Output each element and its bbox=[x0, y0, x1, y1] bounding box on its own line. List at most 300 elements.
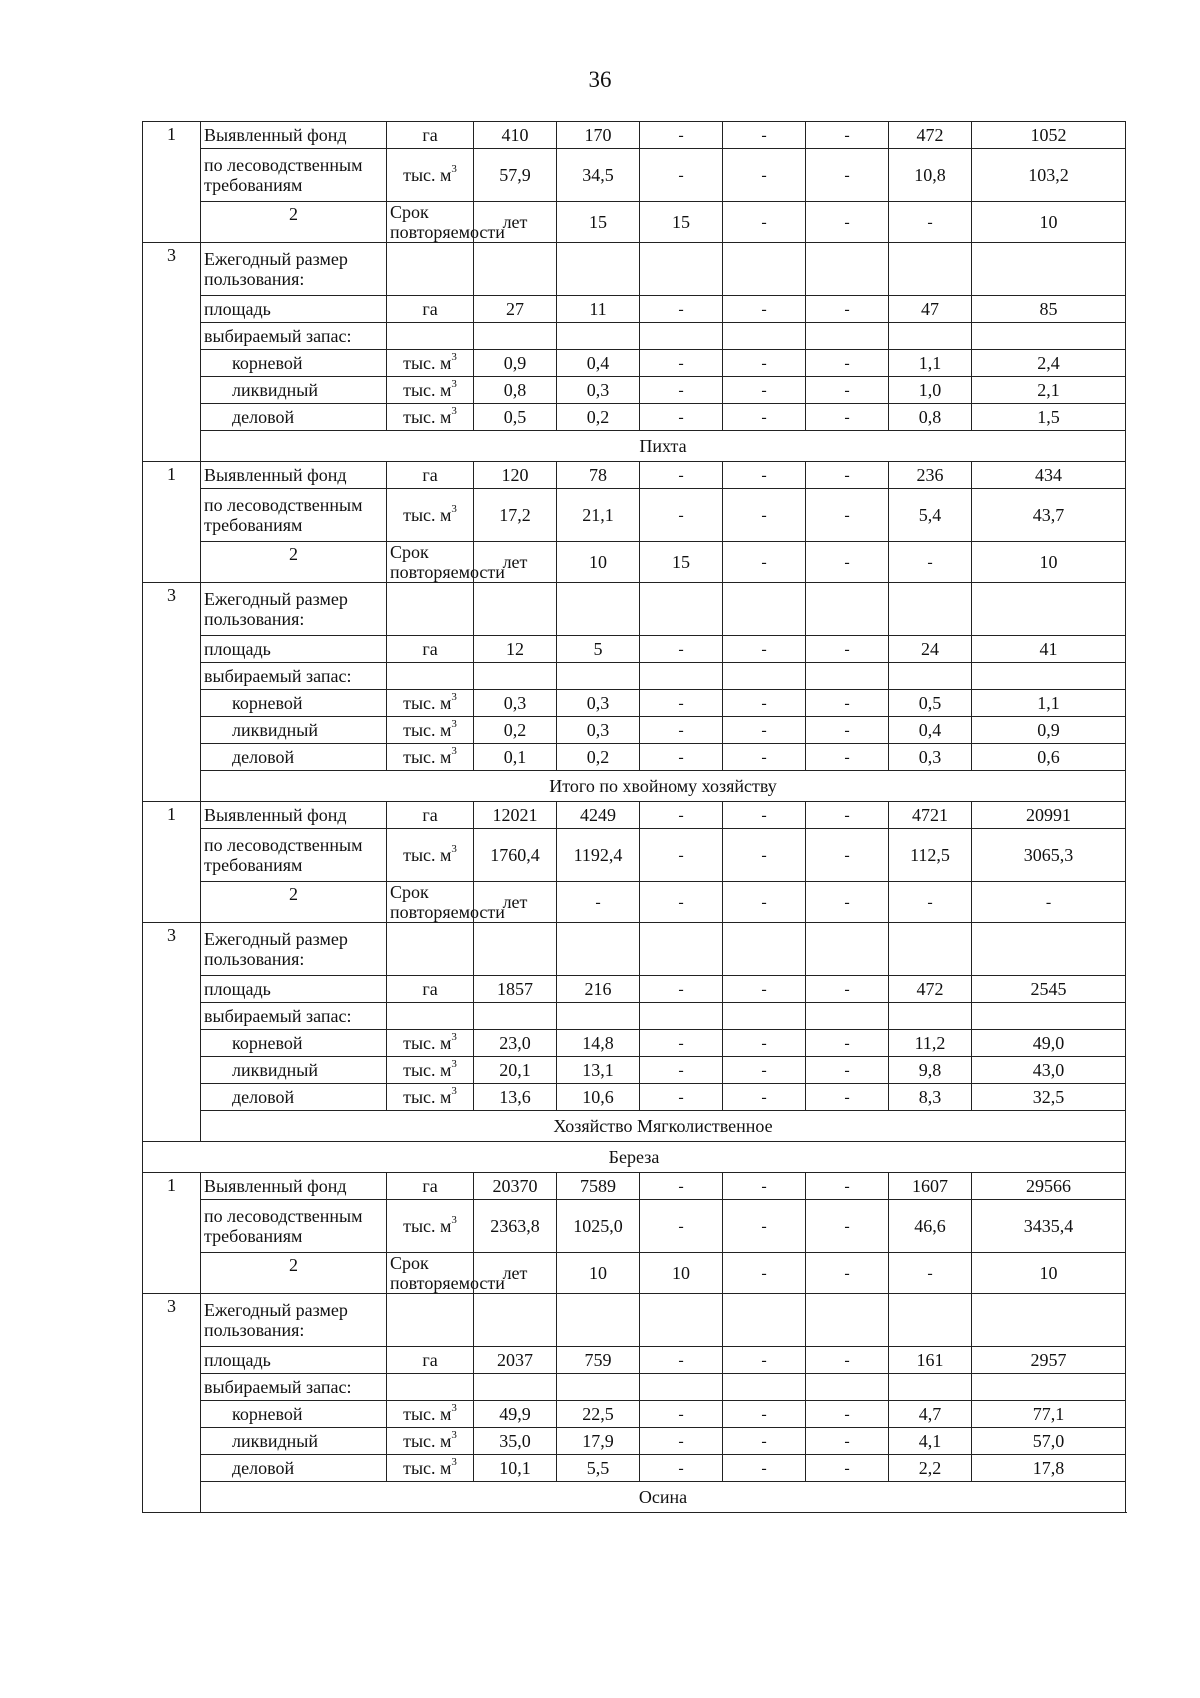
section-heading-row bbox=[143, 771, 1126, 802]
value-cell: 1052 bbox=[972, 122, 1126, 149]
row-number: 3 bbox=[143, 583, 201, 802]
unit-exponent: 3 bbox=[451, 503, 457, 515]
indicator-name: выбираемый запас: bbox=[201, 1374, 387, 1401]
table-row bbox=[143, 744, 1126, 771]
value-cell: 120 bbox=[474, 462, 557, 489]
value-cell bbox=[723, 663, 806, 690]
value-cell: 112,5 bbox=[889, 829, 972, 882]
unit-base: тыс. м bbox=[403, 1404, 452, 1424]
value-cell bbox=[723, 1374, 806, 1401]
value-cell: 77,1 bbox=[972, 1401, 1126, 1428]
value-cell: 57,0 bbox=[972, 1428, 1126, 1455]
value-cell: 0,1 bbox=[474, 744, 557, 771]
table-row bbox=[143, 1347, 1126, 1374]
table-row bbox=[143, 583, 1126, 636]
unit-cell: га bbox=[387, 1347, 474, 1374]
value-cell: 103,2 bbox=[972, 149, 1126, 202]
value-cell: 43,7 bbox=[972, 489, 1126, 542]
table-row bbox=[143, 542, 1126, 583]
value-cell: - bbox=[723, 377, 806, 404]
table-row bbox=[143, 1057, 1126, 1084]
value-cell: 23,0 bbox=[474, 1030, 557, 1057]
unit-exponent: 3 bbox=[451, 163, 457, 175]
value-cell: - bbox=[723, 1173, 806, 1200]
unit-cell bbox=[387, 1030, 474, 1057]
indicator-name: деловой bbox=[201, 1084, 387, 1111]
value-cell: - bbox=[640, 489, 723, 542]
value-cell: 410 bbox=[474, 122, 557, 149]
value-cell: 2545 bbox=[972, 976, 1126, 1003]
unit-exponent: 3 bbox=[451, 378, 457, 390]
value-cell bbox=[972, 1003, 1126, 1030]
value-cell: - bbox=[806, 690, 889, 717]
row-number: 2 bbox=[201, 202, 387, 243]
row-number: 1 bbox=[143, 802, 201, 923]
value-cell: 8,3 bbox=[889, 1084, 972, 1111]
table-row bbox=[143, 976, 1126, 1003]
value-cell bbox=[889, 583, 972, 636]
value-cell: - bbox=[972, 882, 1126, 923]
value-cell: 10 bbox=[972, 202, 1126, 243]
value-cell: 434 bbox=[972, 462, 1126, 489]
unit-cell bbox=[387, 1455, 474, 1482]
value-cell: 10 bbox=[972, 1253, 1126, 1294]
section-heading-row bbox=[143, 431, 1126, 462]
value-cell: - bbox=[806, 1057, 889, 1084]
indicator-name: ликвидный bbox=[201, 1428, 387, 1455]
indicator-name: выбираемый запас: bbox=[201, 1003, 387, 1030]
value-cell bbox=[972, 583, 1126, 636]
value-cell: 10,1 bbox=[474, 1455, 557, 1482]
section-heading-row bbox=[143, 1111, 1126, 1142]
value-cell: 34,5 bbox=[557, 149, 640, 202]
value-cell: 17,8 bbox=[972, 1455, 1126, 1482]
unit-cell bbox=[387, 377, 474, 404]
value-cell: - bbox=[640, 1455, 723, 1482]
value-cell bbox=[640, 1294, 723, 1347]
value-cell: - bbox=[723, 1401, 806, 1428]
value-cell: 0,4 bbox=[557, 350, 640, 377]
table-row bbox=[143, 404, 1126, 431]
unit-base: тыс. м bbox=[403, 380, 452, 400]
unit-cell bbox=[387, 350, 474, 377]
value-cell: 13,1 bbox=[557, 1057, 640, 1084]
table-row bbox=[143, 1173, 1126, 1200]
table-row bbox=[143, 663, 1126, 690]
value-cell: 4721 bbox=[889, 802, 972, 829]
value-cell: 11,2 bbox=[889, 1030, 972, 1057]
value-cell bbox=[474, 243, 557, 296]
unit-exponent: 3 bbox=[451, 1058, 457, 1070]
unit-exponent: 3 bbox=[451, 1402, 457, 1414]
unit-exponent: 3 bbox=[451, 718, 457, 730]
value-cell: 5,4 bbox=[889, 489, 972, 542]
value-cell: 21,1 bbox=[557, 489, 640, 542]
value-cell: 1,1 bbox=[972, 690, 1126, 717]
value-cell: - bbox=[640, 1200, 723, 1253]
unit-base: тыс. м bbox=[403, 845, 452, 865]
indicator-name: корневой bbox=[201, 1030, 387, 1057]
value-cell: 1,5 bbox=[972, 404, 1126, 431]
table-row bbox=[143, 243, 1126, 296]
unit-cell bbox=[387, 717, 474, 744]
indicator-name: Выявленный фонд bbox=[201, 1173, 387, 1200]
value-cell bbox=[474, 923, 557, 976]
value-cell: 1,0 bbox=[889, 377, 972, 404]
value-cell: 4249 bbox=[557, 802, 640, 829]
value-cell: 472 bbox=[889, 122, 972, 149]
value-cell bbox=[474, 1374, 557, 1401]
table-row bbox=[143, 802, 1126, 829]
unit-cell bbox=[387, 583, 474, 636]
value-cell: - bbox=[640, 717, 723, 744]
value-cell: - bbox=[806, 1253, 889, 1294]
section-heading: Итого по хвойному хозяйству bbox=[201, 771, 1126, 802]
value-cell: 2,2 bbox=[889, 1455, 972, 1482]
section-heading-row bbox=[143, 1482, 1126, 1513]
unit-cell bbox=[387, 1401, 474, 1428]
value-cell: 3435,4 bbox=[972, 1200, 1126, 1253]
value-cell: 1,1 bbox=[889, 350, 972, 377]
value-cell: - bbox=[723, 1347, 806, 1374]
table-row bbox=[143, 717, 1126, 744]
value-cell: 15 bbox=[640, 202, 723, 243]
value-cell: - bbox=[640, 1084, 723, 1111]
value-cell: - bbox=[806, 1428, 889, 1455]
value-cell: - bbox=[889, 1253, 972, 1294]
value-cell: - bbox=[806, 1173, 889, 1200]
value-cell bbox=[889, 1374, 972, 1401]
value-cell: 4,1 bbox=[889, 1428, 972, 1455]
unit-exponent: 3 bbox=[451, 351, 457, 363]
unit-cell: лет bbox=[474, 202, 557, 243]
value-cell: - bbox=[640, 1428, 723, 1455]
value-cell: 24 bbox=[889, 636, 972, 663]
value-cell bbox=[474, 583, 557, 636]
value-cell: - bbox=[723, 404, 806, 431]
value-cell bbox=[972, 663, 1126, 690]
table-row bbox=[143, 122, 1126, 149]
value-cell: - bbox=[806, 202, 889, 243]
table-row bbox=[143, 1455, 1126, 1482]
unit-base: тыс. м bbox=[403, 505, 452, 525]
value-cell: - bbox=[806, 976, 889, 1003]
value-cell: - bbox=[723, 202, 806, 243]
unit-base: тыс. м bbox=[403, 693, 452, 713]
indicator-name: Срок повторяемости bbox=[387, 1253, 474, 1294]
value-cell: - bbox=[806, 882, 889, 923]
indicator-name: выбираемый запас: bbox=[201, 323, 387, 350]
value-cell: 27 bbox=[474, 296, 557, 323]
row-number: 1 bbox=[143, 462, 201, 583]
indicator-name: Выявленный фонд bbox=[201, 122, 387, 149]
value-cell bbox=[557, 1294, 640, 1347]
value-cell: - bbox=[640, 1057, 723, 1084]
value-cell: 11 bbox=[557, 296, 640, 323]
table-row bbox=[143, 1030, 1126, 1057]
unit-cell bbox=[387, 149, 474, 202]
value-cell: - bbox=[640, 149, 723, 202]
value-cell bbox=[557, 323, 640, 350]
table-row bbox=[143, 350, 1126, 377]
unit-cell bbox=[387, 489, 474, 542]
value-cell: - bbox=[806, 1347, 889, 1374]
value-cell: - bbox=[640, 1173, 723, 1200]
value-cell: 9,8 bbox=[889, 1057, 972, 1084]
indicator-name: ликвидный bbox=[201, 1057, 387, 1084]
value-cell: 12021 bbox=[474, 802, 557, 829]
value-cell: - bbox=[640, 744, 723, 771]
value-cell: 0,3 bbox=[557, 690, 640, 717]
unit-exponent: 3 bbox=[451, 843, 457, 855]
value-cell bbox=[972, 923, 1126, 976]
value-cell: 10 bbox=[972, 542, 1126, 583]
value-cell: - bbox=[640, 122, 723, 149]
row-number: 3 bbox=[143, 243, 201, 462]
value-cell: - bbox=[723, 122, 806, 149]
value-cell: 5,5 bbox=[557, 1455, 640, 1482]
table-row bbox=[143, 1294, 1126, 1347]
value-cell: - bbox=[806, 717, 889, 744]
value-cell: - bbox=[723, 1455, 806, 1482]
value-cell: - bbox=[723, 542, 806, 583]
value-cell bbox=[723, 923, 806, 976]
unit-cell bbox=[387, 663, 474, 690]
row-number: 2 bbox=[201, 882, 387, 923]
value-cell bbox=[640, 583, 723, 636]
value-cell bbox=[806, 583, 889, 636]
indicator-name: по лесоводственным требованиям bbox=[201, 149, 387, 202]
unit-cell bbox=[387, 744, 474, 771]
unit-cell bbox=[387, 829, 474, 882]
value-cell: - bbox=[806, 636, 889, 663]
value-cell: - bbox=[723, 489, 806, 542]
row-number: 1 bbox=[143, 1173, 201, 1294]
value-cell: 2,1 bbox=[972, 377, 1126, 404]
table-row bbox=[143, 377, 1126, 404]
value-cell: - bbox=[806, 462, 889, 489]
value-cell: - bbox=[723, 350, 806, 377]
table-row bbox=[143, 296, 1126, 323]
value-cell bbox=[806, 663, 889, 690]
unit-base: тыс. м bbox=[403, 165, 452, 185]
value-cell: - bbox=[806, 1200, 889, 1253]
value-cell: - bbox=[806, 1455, 889, 1482]
value-cell bbox=[474, 1294, 557, 1347]
indicator-name: выбираемый запас: bbox=[201, 663, 387, 690]
value-cell: 0,4 bbox=[889, 717, 972, 744]
unit-exponent: 3 bbox=[451, 1031, 457, 1043]
value-cell: - bbox=[640, 1401, 723, 1428]
value-cell: - bbox=[640, 1030, 723, 1057]
unit-cell bbox=[387, 1294, 474, 1347]
value-cell bbox=[723, 1294, 806, 1347]
value-cell bbox=[474, 1003, 557, 1030]
value-cell: - bbox=[723, 976, 806, 1003]
indicator-name: по лесоводственным требованиям bbox=[201, 489, 387, 542]
table-row bbox=[143, 1003, 1126, 1030]
unit-exponent: 3 bbox=[451, 745, 457, 757]
unit-cell: га bbox=[387, 296, 474, 323]
value-cell bbox=[972, 243, 1126, 296]
value-cell bbox=[889, 323, 972, 350]
table-row bbox=[143, 489, 1126, 542]
indicator-name: Срок повторяемости bbox=[387, 202, 474, 243]
value-cell: 85 bbox=[972, 296, 1126, 323]
unit-base: тыс. м bbox=[403, 1216, 452, 1236]
unit-cell bbox=[387, 404, 474, 431]
table-row bbox=[143, 636, 1126, 663]
value-cell: 49,9 bbox=[474, 1401, 557, 1428]
value-cell: 236 bbox=[889, 462, 972, 489]
unit-cell: га bbox=[387, 122, 474, 149]
value-cell: - bbox=[640, 462, 723, 489]
value-cell: - bbox=[723, 462, 806, 489]
unit-base: тыс. м bbox=[403, 353, 452, 373]
indicator-name: по лесоводственным требованиям bbox=[201, 829, 387, 882]
value-cell bbox=[889, 923, 972, 976]
value-cell: - bbox=[723, 149, 806, 202]
value-cell bbox=[557, 1374, 640, 1401]
value-cell: - bbox=[640, 296, 723, 323]
value-cell: - bbox=[640, 1347, 723, 1374]
unit-cell: га bbox=[387, 462, 474, 489]
value-cell: 472 bbox=[889, 976, 972, 1003]
value-cell: 2957 bbox=[972, 1347, 1126, 1374]
value-cell: - bbox=[806, 1084, 889, 1111]
value-cell: - bbox=[557, 882, 640, 923]
forest-use-table bbox=[142, 121, 1126, 1513]
value-cell: - bbox=[640, 377, 723, 404]
unit-cell: лет bbox=[474, 882, 557, 923]
value-cell: 0,3 bbox=[474, 690, 557, 717]
value-cell: - bbox=[723, 829, 806, 882]
value-cell bbox=[806, 923, 889, 976]
value-cell bbox=[723, 323, 806, 350]
value-cell: - bbox=[723, 882, 806, 923]
value-cell: 32,5 bbox=[972, 1084, 1126, 1111]
value-cell: - bbox=[640, 690, 723, 717]
unit-base: тыс. м bbox=[403, 1087, 452, 1107]
value-cell: - bbox=[723, 1200, 806, 1253]
page-number: 36 bbox=[588, 67, 612, 92]
unit-cell bbox=[387, 1003, 474, 1030]
value-cell: - bbox=[723, 1057, 806, 1084]
value-cell: - bbox=[723, 1428, 806, 1455]
value-cell: 15 bbox=[640, 542, 723, 583]
value-cell: 4,7 bbox=[889, 1401, 972, 1428]
value-cell: 0,5 bbox=[474, 404, 557, 431]
table-row bbox=[143, 690, 1126, 717]
value-cell bbox=[889, 1003, 972, 1030]
value-cell: - bbox=[640, 829, 723, 882]
value-cell: 0,2 bbox=[557, 404, 640, 431]
value-cell: 3065,3 bbox=[972, 829, 1126, 882]
value-cell: - bbox=[723, 1030, 806, 1057]
indicator-name: деловой bbox=[201, 404, 387, 431]
value-cell: 14,8 bbox=[557, 1030, 640, 1057]
value-cell: 47 bbox=[889, 296, 972, 323]
value-cell bbox=[972, 1374, 1126, 1401]
value-cell: 2037 bbox=[474, 1347, 557, 1374]
value-cell: - bbox=[806, 350, 889, 377]
indicator-name: Ежегодный размер пользования: bbox=[201, 1294, 387, 1347]
value-cell: - bbox=[806, 802, 889, 829]
unit-exponent: 3 bbox=[451, 1429, 457, 1441]
unit-base: тыс. м bbox=[403, 1060, 452, 1080]
value-cell: 161 bbox=[889, 1347, 972, 1374]
unit-cell: га bbox=[387, 636, 474, 663]
unit-cell bbox=[387, 1428, 474, 1455]
value-cell bbox=[474, 323, 557, 350]
value-cell: 49,0 bbox=[972, 1030, 1126, 1057]
value-cell: 15 bbox=[557, 202, 640, 243]
table-row bbox=[143, 149, 1126, 202]
value-cell bbox=[640, 923, 723, 976]
value-cell: 10 bbox=[557, 542, 640, 583]
value-cell: 759 bbox=[557, 1347, 640, 1374]
indicator-name: ликвидный bbox=[201, 717, 387, 744]
value-cell: 78 bbox=[557, 462, 640, 489]
value-cell bbox=[889, 663, 972, 690]
value-cell: 1607 bbox=[889, 1173, 972, 1200]
indicator-name: Выявленный фонд bbox=[201, 462, 387, 489]
indicator-name: по лесоводственным требованиям bbox=[201, 1200, 387, 1253]
value-cell bbox=[557, 243, 640, 296]
value-cell: - bbox=[640, 802, 723, 829]
value-cell: 43,0 bbox=[972, 1057, 1126, 1084]
value-cell bbox=[972, 1294, 1126, 1347]
unit-base: тыс. м bbox=[403, 1458, 452, 1478]
value-cell: - bbox=[889, 882, 972, 923]
value-cell: 0,2 bbox=[557, 744, 640, 771]
unit-cell bbox=[387, 1200, 474, 1253]
value-cell: - bbox=[806, 377, 889, 404]
value-cell: 20370 bbox=[474, 1173, 557, 1200]
value-cell bbox=[723, 583, 806, 636]
section-heading: Осина bbox=[201, 1482, 1126, 1513]
value-cell: 22,5 bbox=[557, 1401, 640, 1428]
unit-cell bbox=[387, 1084, 474, 1111]
table-row bbox=[143, 1253, 1126, 1294]
row-number: 3 bbox=[143, 923, 201, 1142]
value-cell: - bbox=[889, 542, 972, 583]
value-cell bbox=[640, 323, 723, 350]
value-cell: 0,9 bbox=[972, 717, 1126, 744]
value-cell: 0,8 bbox=[889, 404, 972, 431]
unit-base: тыс. м bbox=[403, 747, 452, 767]
value-cell bbox=[889, 243, 972, 296]
value-cell: 0,2 bbox=[474, 717, 557, 744]
value-cell: 10,8 bbox=[889, 149, 972, 202]
unit-cell: лет bbox=[474, 1253, 557, 1294]
indicator-name: Срок повторяемости bbox=[387, 882, 474, 923]
value-cell bbox=[806, 1003, 889, 1030]
value-cell: - bbox=[723, 717, 806, 744]
value-cell bbox=[640, 1003, 723, 1030]
unit-cell: га bbox=[387, 1173, 474, 1200]
value-cell: - bbox=[806, 542, 889, 583]
table-row bbox=[143, 1200, 1126, 1253]
value-cell bbox=[640, 1374, 723, 1401]
value-cell: - bbox=[723, 744, 806, 771]
value-cell bbox=[806, 1294, 889, 1347]
section-heading: Хозяйство Мягколиственное bbox=[201, 1111, 1126, 1142]
value-cell: 170 bbox=[557, 122, 640, 149]
value-cell: 20,1 bbox=[474, 1057, 557, 1084]
table-row bbox=[143, 1084, 1126, 1111]
value-cell bbox=[806, 323, 889, 350]
